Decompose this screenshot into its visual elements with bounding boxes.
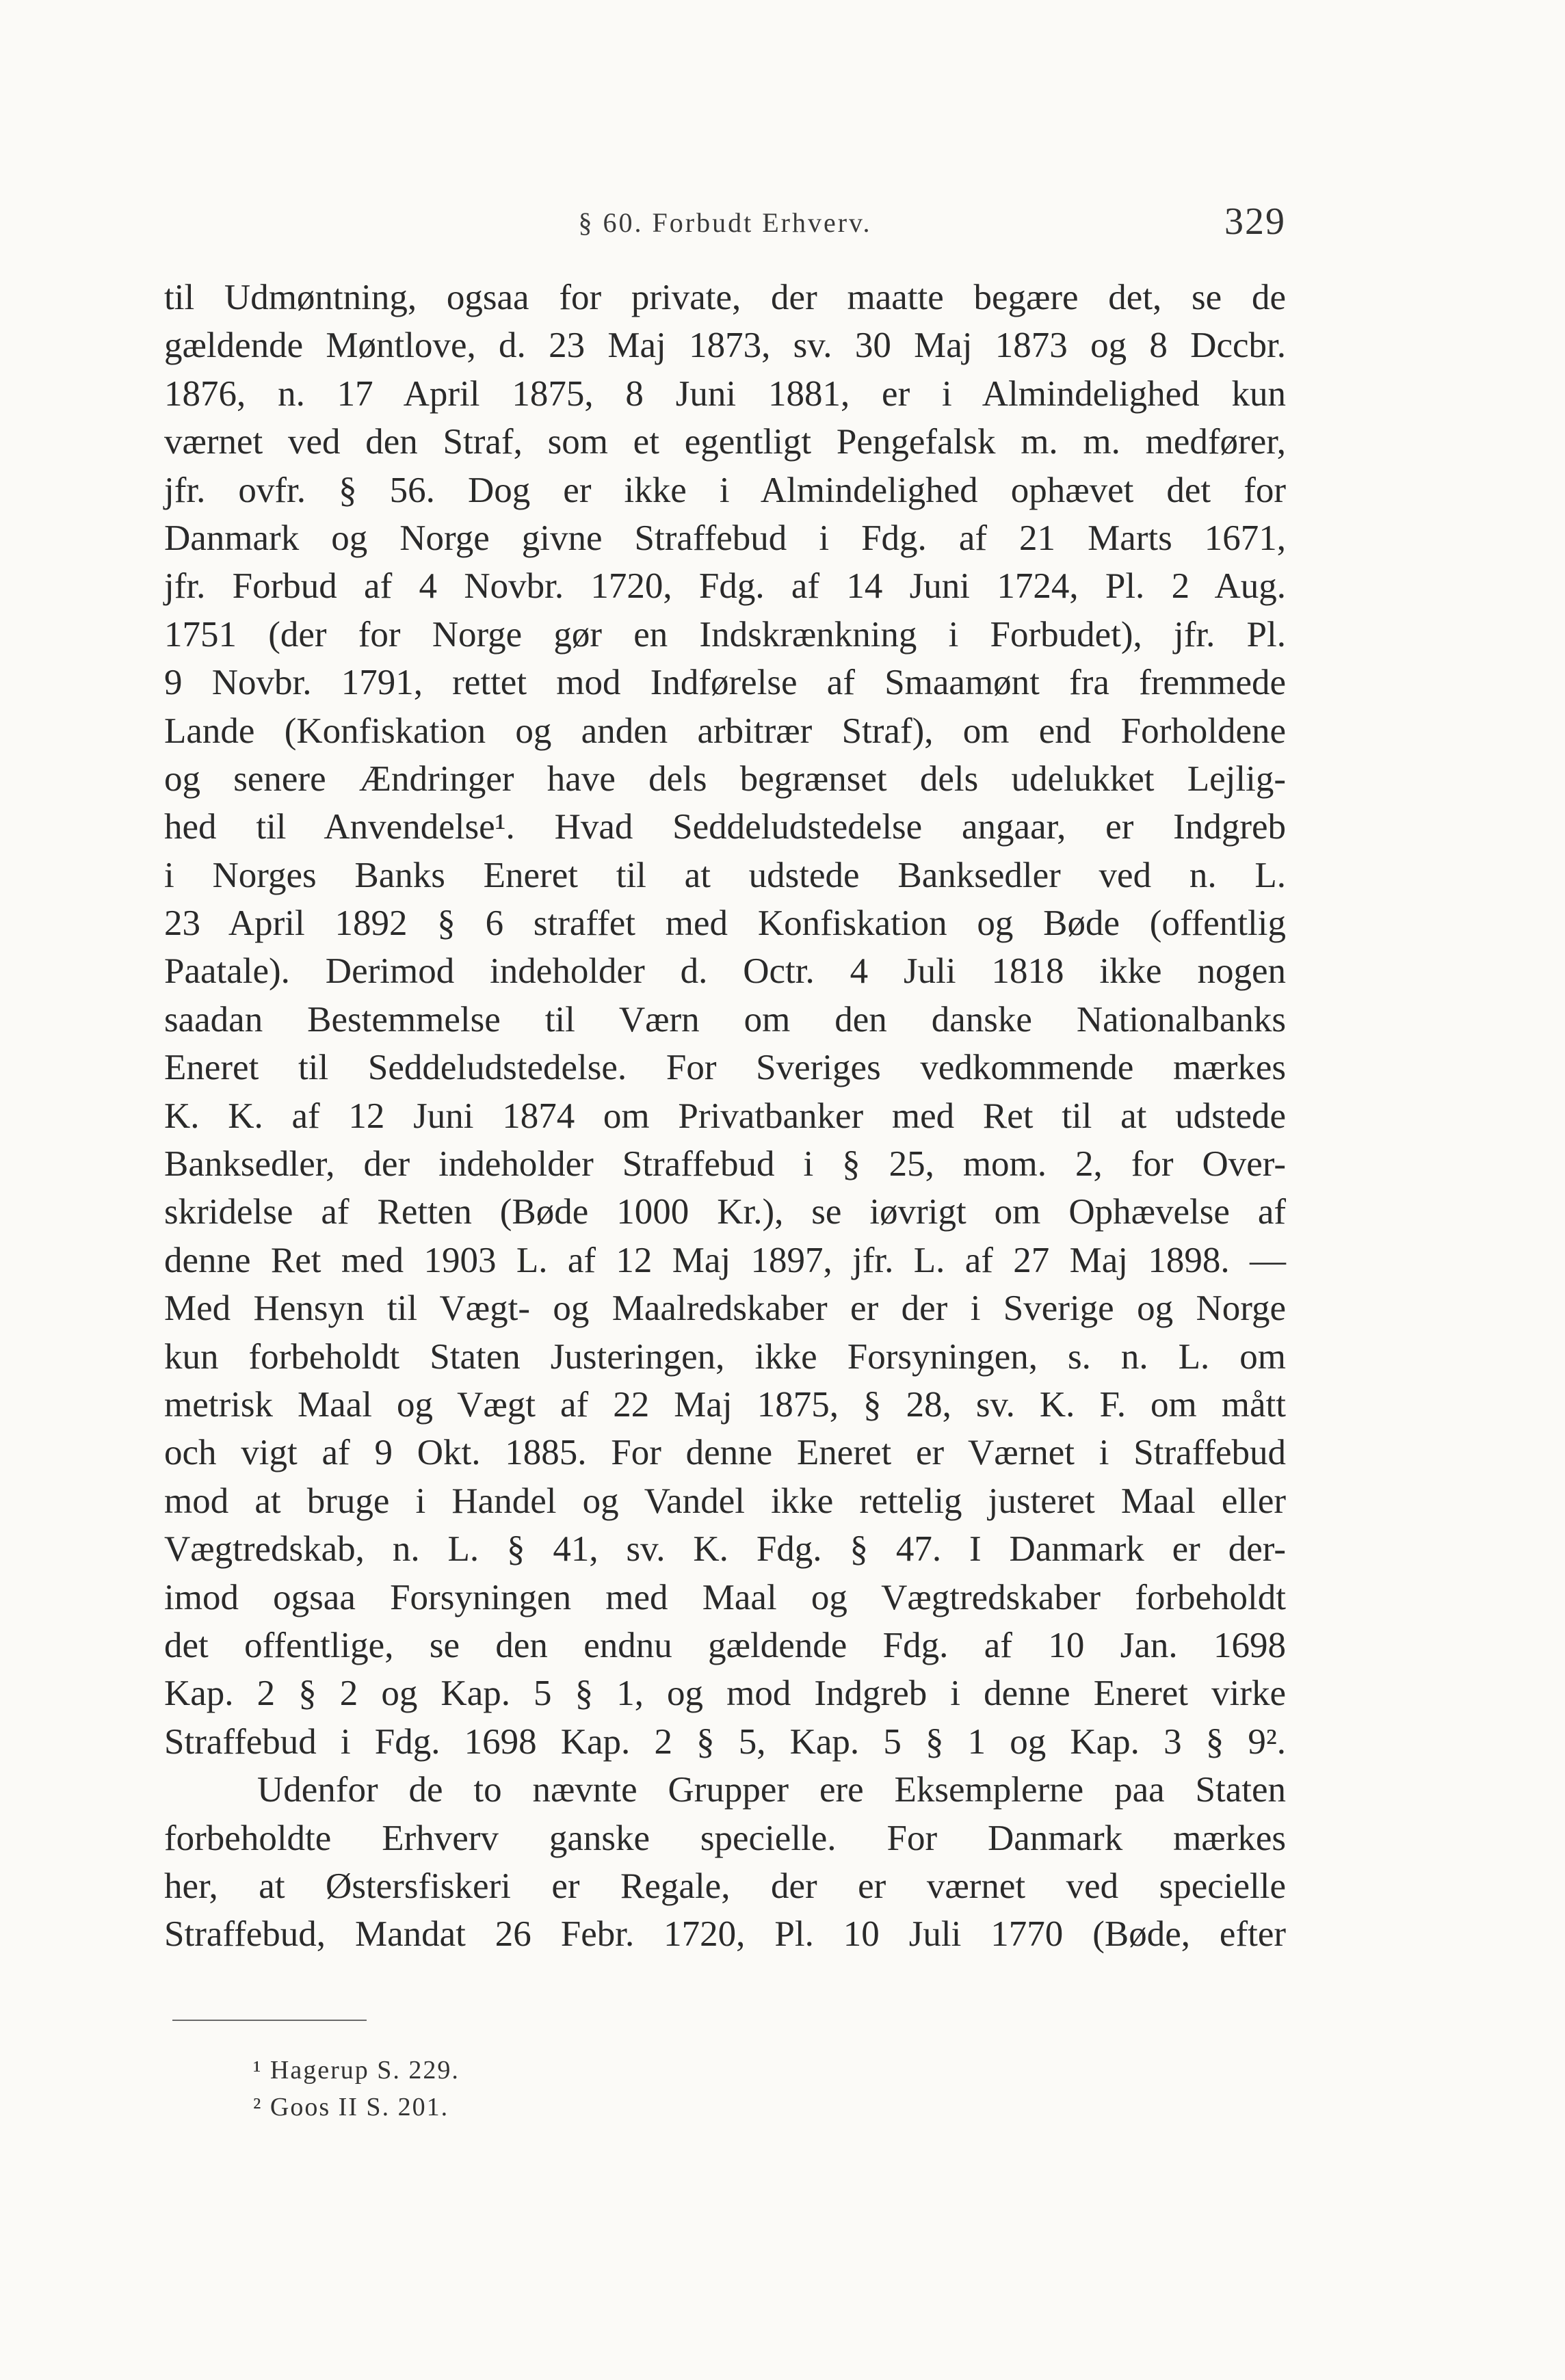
text-line: i Norges Banks Eneret til at udstede Banksedler ved n. L. [164,855,1286,895]
text-line: och vigt af 9 Okt. 1885. For denne Eneret er Værnet i Straffebud [164,1433,1286,1473]
text-line: forbeholdte Erhverv ganske specielle. For Danmark mærkes [164,1818,1286,1858]
text-line: jfr. Forbud af 4 Novbr. 1720, Fdg. af 14 Juni 1724, Pl. 2 Aug. [164,566,1286,607]
text-line: K. K. af 12 Juni 1874 om Privatbanker med Ret til at udstede [164,1096,1286,1136]
footnote-2: ² Goos II S. 201. [253,2093,449,2121]
text-line: det offentlige, se den endnu gældende Fdg. af 10 Jan. 1698 [164,1625,1286,1665]
text-line: Paatale). Derimod indeholder d. Octr. 4 Juli 1818 ikke nogen [164,951,1286,992]
text-line: og senere Ændringer have dels begrænset dels udelukket Lejlig- [164,758,1286,799]
text-line: 1876, n. 17 April 1875, 8 Juni 1881, er i Almindelighed kun [164,373,1286,414]
text-line: Vægtredskab, n. L. § 41, sv. K. Fdg. § 47. I Danmark er der- [164,1529,1286,1570]
text-line: Straffebud, Mandat 26 Febr. 1720, Pl. 10 Juli 1770 (Bøde, efter [164,1914,1286,1955]
text-line: Straffebud i Fdg. 1698 Kap. 2 § 5, Kap. 5 § 1 og Kap. 3 § 9². [164,1721,1286,1762]
text-line: imod ogsaa Forsyningen med Maal og Vægtredskaber forbeholdt [164,1577,1286,1617]
running-head-title: § 60. Forbudt Erhverv. [578,207,872,238]
text-line: saadan Bestemmelse til Værn om den danske Nationalbanks [164,999,1286,1040]
footnote-divider [172,2020,367,2021]
text-line: 9 Novbr. 1791, rettet mod Indførelse af Smaamønt fra fremmede [164,663,1286,703]
footnote-1: ¹ Hagerup S. 229. [253,2056,460,2085]
running-head [164,200,1286,248]
text-line: jfr. ovfr. § 56. Dog er ikke i Almindelighed ophævet det for [164,470,1286,510]
text-line: metrisk Maal og Vægt af 22 Maj 1875, § 28, sv. K. F. om mått [164,1384,1286,1425]
page-number: 329 [1224,200,1286,243]
text-line: Med Hensyn til Vægt- og Maalredskaber er der i Sverige og Norge [164,1288,1286,1329]
text-line: denne Ret med 1903 L. af 12 Maj 1897, jfr. L. af 27 Maj 1898. — [164,1240,1286,1280]
text-line: gældende Møntlove, d. 23 Maj 1873, sv. 30 Maj 1873 og 8 Dccbr. [164,326,1286,366]
text-line: værnet ved den Straf, som et egentligt Pengefalsk m. m. medfører, [164,422,1286,462]
body-text [164,274,1286,1959]
text-line: Lande (Konfiskation og anden arbitrær Straf), om end Forholdene [164,711,1286,751]
text-line: Danmark og Norge givne Straffebud i Fdg. af 21 Marts 1671, [164,518,1286,558]
text-line: her, at Østersfiskeri er Regale, der er værnet ved specielle [164,1866,1286,1906]
footnotes [253,2052,937,2126]
text-line: 1751 (der for Norge gør en Indskrænkning i Forbudet), jfr. Pl. [164,614,1286,654]
text-line: Banksedler, der indeholder Straffebud i § 25, mom. 2, for Over- [164,1144,1286,1185]
text-line: til Udmøntning, ogsaa for private, der maatte begære det, se de [164,278,1286,317]
text-line: skridelse af Retten (Bøde 1000 Kr.), se iøvrigt om Ophævelse af [164,1192,1286,1232]
text-line-paragraph-start: Udenfor de to nævnte Grupper ere Eksemplerne paa Staten [257,1770,1286,1810]
text-line: Kap. 2 § 2 og Kap. 5 § 1, og mod Indgreb i denne Eneret virke [164,1674,1286,1714]
text-line: Eneret til Seddeludstedelse. For Sveriges vedkommende mærkes [164,1048,1286,1088]
text-line: mod at bruge i Handel og Vandel ikke rettelig justeret Maal eller [164,1481,1286,1521]
text-line: kun forbeholdt Staten Justeringen, ikke Forsyningen, s. n. L. om [164,1336,1286,1377]
text-line: hed til Anvendelse¹. Hvad Seddeludstedelse angaar, er Indgreb [164,807,1286,847]
text-line: 23 April 1892 § 6 straffet med Konfiskation og Bøde (offentlig [164,903,1286,944]
